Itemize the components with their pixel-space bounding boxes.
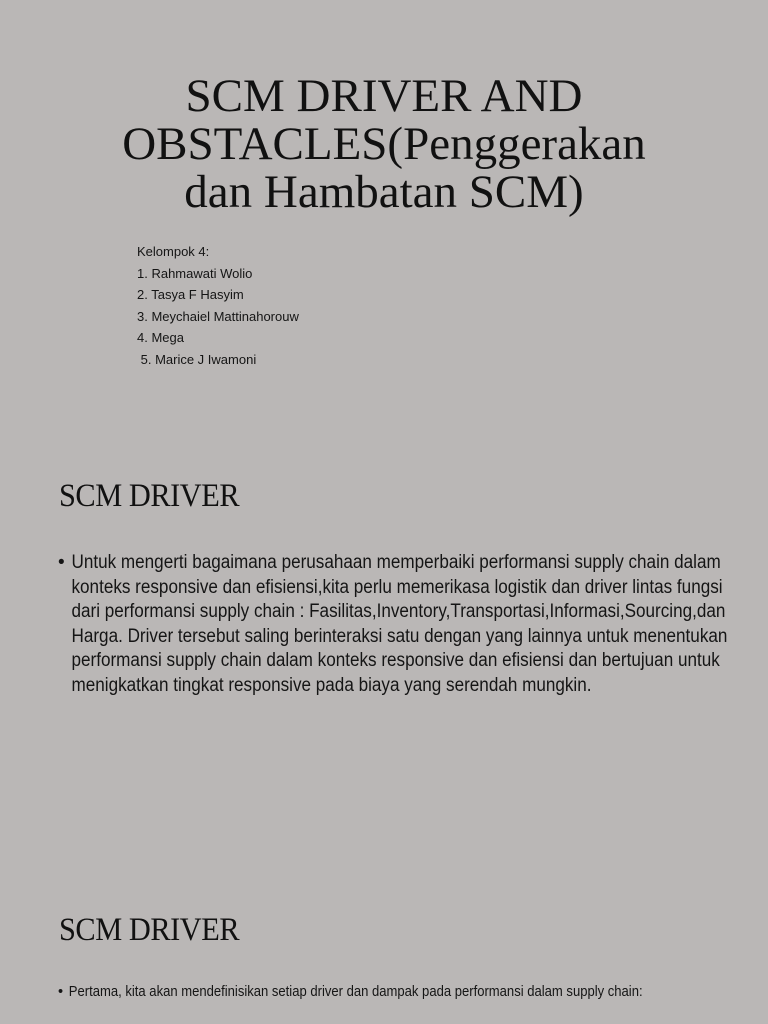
group-member-list: [137, 241, 299, 371]
bullet-item: [58, 983, 738, 1002]
group-label: Kelompok 4:: [137, 244, 210, 259]
bullet-icon: •: [58, 984, 64, 1000]
section-heading-scm-driver-2: SCM DRIVER: [59, 912, 240, 948]
member-item: 5. Marice J Iwamoni: [137, 351, 257, 367]
bullet-icon: •: [58, 552, 65, 573]
member-item: 3. Meychaiel Mattinahorouw: [137, 308, 299, 324]
member-item: 2. Tasya F Hasyim: [137, 287, 244, 303]
section-heading-scm-driver: SCM DRIVER: [59, 478, 240, 514]
title-line-1: SCM DRIVER AND: [185, 70, 583, 122]
bullet-text: Pertama, kita akan mendefinisikan setiap driver dan dampak pada performansi dalam supply chain:: [68, 984, 643, 1000]
member-item: 1. Rahmawati Wolio: [137, 265, 253, 281]
bullet-text: Untuk mengerti bagaimana perusahaan memperbaiki performansi supply chain dalam konteks responsive dan efisiensi,kita perlu memerikasa logistik dan driver lintas fungsi dari performansi supply chain : Fasilitas,Inventory,Transportasi,Informasi,Sourcing,dan Harga. Driver tersebut saling berinteraksi satu dengan yang lainnya untuk menentukan performansi supply chain dalam konteks responsive dan efisiensi dan bertujuan untuk menigkatkan tingkat responsive pada biaya yang serendah mungkin.: [71, 552, 728, 696]
title-line-3: dan Hambatan SCM): [184, 166, 584, 218]
slide-title: [0, 72, 768, 216]
title-line-2: OBSTACLES(Penggerakan: [122, 118, 646, 170]
bullet-item: [58, 551, 728, 698]
member-item: 4. Mega: [137, 330, 184, 346]
